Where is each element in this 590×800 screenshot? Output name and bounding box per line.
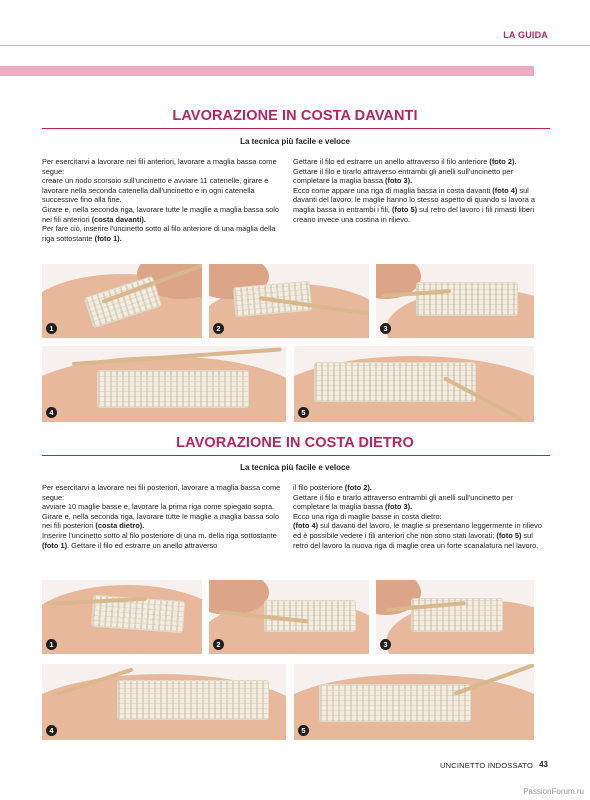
page-number: 43 <box>539 760 548 769</box>
paragraph: Girare e, nella seconda riga, lavorare tutte le maglie a maglia bassa solo nei fili posteriori (costa dietro). <box>42 511 280 531</box>
paragraph: avviare 10 maglie basse e, lavorare la prima riga come spiegato sopra. <box>42 502 275 512</box>
header-rule <box>0 45 590 46</box>
back-photo-4 <box>42 664 286 740</box>
photo-number-badge: 5 <box>298 725 309 736</box>
paragraph: (foto 4) sul davanti del lavoro, le maglie si presentano leggermente in rilievo ed è possibile vedere i fili anteriori che non sono stati lavorati; (foto 5) sul retro del lavoro la nuova riga di maglie crea un forte scanalatura nel lavoro. <box>293 521 542 550</box>
front-photo-2 <box>209 264 369 338</box>
paragraph: Inserire l'uncinetto sotto al filo posteriore di una m. della riga sottostante (foto 1). Gettare il filo ed estrarre un anello attraverso <box>42 530 277 550</box>
front-photo-4 <box>42 346 286 422</box>
paragraph: Ecco una riga di maglie basse in costa dietro: <box>293 511 442 521</box>
paragraph: Gettare il filo ed estrarre un anello attraverso il filo anteriore (foto 2). <box>293 157 517 166</box>
paragraph: creare un nodo scorsoio sull'uncinetto e avviare 11 catenelle, girare e lavorare nella seconda catenella dall'uncinetto e in ogni catenella successive fino alla fine. <box>42 176 269 205</box>
front-text-left <box>42 157 285 243</box>
front-text-right <box>293 157 549 224</box>
back-photo-5 <box>294 664 534 740</box>
back-text-left <box>42 483 285 550</box>
footer-magazine-name: UNCINETTO INDOSSATO <box>440 761 533 770</box>
photo-number-badge: 1 <box>46 639 57 650</box>
back-photo-2 <box>209 580 369 654</box>
back-text-right <box>293 483 549 550</box>
paragraph: Per fare ciò, inserire l'uncinetto sotto al filo anteriore di una maglia della riga sottostante (foto 1). <box>42 224 276 243</box>
paragraph: Girare e, nella seconda riga, lavorare tutte le maglie a maglia bassa solo nei fili anteriori (costa davanti). <box>42 204 280 224</box>
front-photo-3 <box>376 264 534 338</box>
photo-number-badge: 3 <box>380 323 391 334</box>
front-title-rule <box>42 128 550 129</box>
photo-number-badge: 5 <box>298 407 309 418</box>
watermark: PassionForum.ru <box>523 787 584 796</box>
header-band <box>0 66 534 76</box>
photo-number-badge: 1 <box>46 323 57 334</box>
photo-number-badge: 4 <box>46 407 57 418</box>
photo-number-badge: 2 <box>213 323 224 334</box>
back-subtitle: La tecnica più facile e veloce <box>240 463 350 472</box>
back-title-rule <box>42 455 550 456</box>
front-subtitle: La tecnica più facile e veloce <box>240 137 350 146</box>
back-photo-1 <box>42 580 202 654</box>
paragraph: Per esercitarvi a lavorare nei fili anteriori, lavorare a maglia bassa come segue: <box>42 157 277 176</box>
front-photo-5 <box>294 346 534 422</box>
paragraph: Per esercitarvi a lavorare nei fili posteriori, lavorare a maglia bassa come segue: <box>42 483 281 502</box>
back-photo-3 <box>376 580 534 654</box>
paragraph: il filo posteriore (foto 2). <box>293 483 372 492</box>
photo-number-badge: 2 <box>213 639 224 650</box>
section-label: LA GUIDA <box>503 30 548 40</box>
back-section-title: LAVORAZIONE IN COSTA DIETRO <box>176 435 414 451</box>
photo-number-badge: 3 <box>380 639 391 650</box>
front-section-title: LAVORAZIONE IN COSTA DAVANTI <box>172 108 418 124</box>
front-photo-1 <box>42 264 202 338</box>
photo-number-badge: 4 <box>46 725 57 736</box>
paragraph: Gettare il filo e tirarlo attraverso entrambi gli anelli sull'uncinetto per completare la maglia bassa (foto 3). <box>293 166 513 186</box>
paragraph: Gettare il filo e tirarlo attraverso entrambi gli anelli sull'uncinetto per completare la maglia bassa (foto 3). <box>293 492 513 512</box>
paragraph: Ecco come appare una riga di maglia bassa in costa davanti (foto 4) sul davanti del lavoro: le maglie hanno lo stesso aspetto di quando si lavora a maglia bassa in entrambi i fili, (foto 5) sul retro del lavoro i fili rimasti liberi creano invece una costina in rilievo. <box>293 185 535 224</box>
